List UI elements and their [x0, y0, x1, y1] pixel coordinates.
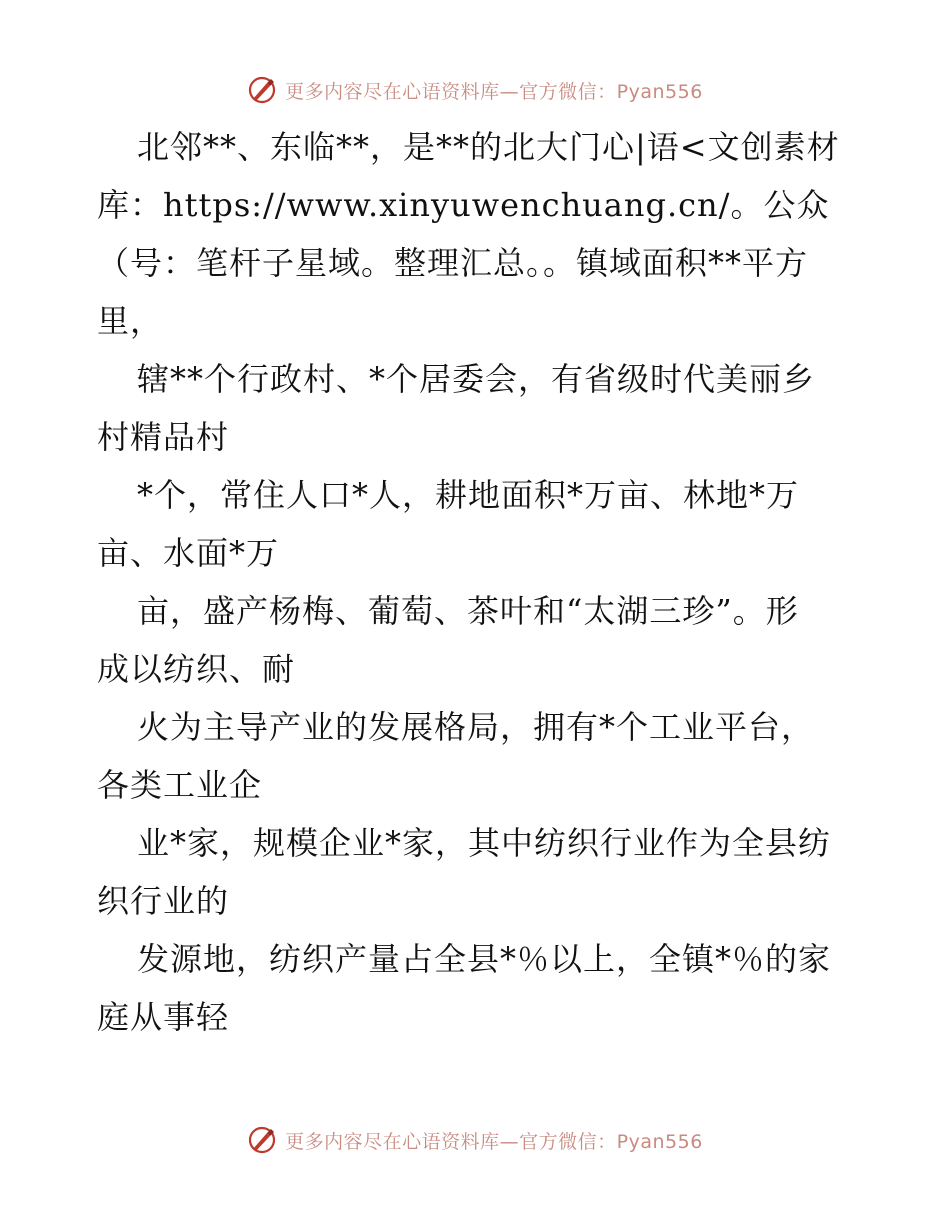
body-line: 织行业的 [97, 882, 230, 920]
body-line: 各类工业企 [97, 766, 263, 804]
body-line: 成以纺织、耐 [97, 650, 296, 688]
document-body [97, 118, 857, 1046]
body-line: *个，常住人口*人，耕地面积*万亩、林地*万 [137, 476, 800, 514]
body-line: 里， [97, 302, 164, 340]
body-line: 发源地，纺织产量占全县*％以上，全镇*％的家 [137, 940, 832, 978]
body-line: 庭从事轻 [97, 998, 230, 1036]
pen-logo-icon [247, 1125, 277, 1155]
footer-banner-text: 更多内容尽在心语资料库—官方微信：Pyan556 [285, 1130, 703, 1153]
body-line: （号：笔杆子星域。整理汇总。。镇域面积**平方 [97, 244, 809, 282]
body-line: 亩、水面*万 [97, 534, 280, 572]
body-line: 北邻**、东临**，是**的北大门心|语<文创素材 [137, 128, 840, 166]
footer-banner [0, 1120, 950, 1160]
body-line: 村精品村 [97, 418, 230, 456]
body-line: 辖**个行政村、*个居委会，有省级时代美丽乡 [137, 360, 816, 398]
body-line: 火为主导产业的发展格局，拥有*个工业平台， [137, 708, 815, 746]
body-line: 库：https://www.xinyuwenchuang.cn/。公众 [97, 186, 830, 224]
pen-logo-icon [247, 75, 277, 105]
body-line: 业*家，规模企业*家，其中纺织行业作为全县纺 [137, 824, 832, 862]
header-banner [0, 70, 950, 110]
header-banner-text: 更多内容尽在心语资料库—官方微信：Pyan556 [285, 80, 703, 103]
body-line: 亩，盛产杨梅、葡萄、茶叶和“太湖三珍”。形 [137, 592, 799, 630]
